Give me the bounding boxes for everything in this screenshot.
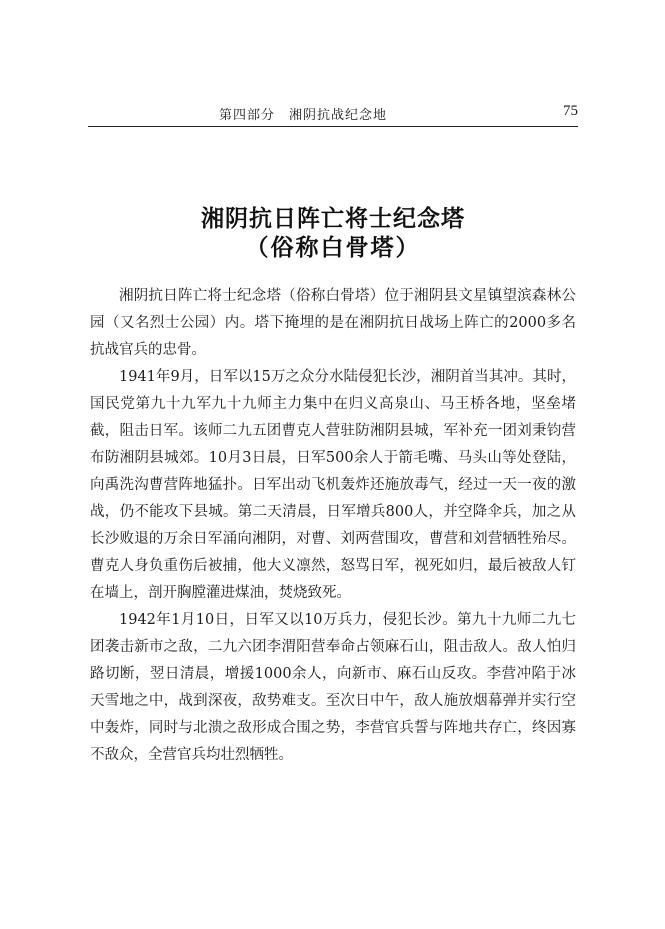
running-header [88,100,578,126]
paragraph-1941: 1941年9月，日军以15万之众分水陆侵犯长沙，湘阴首当其冲。其时，国民党第九十九军九十九师主力集中在归义高泉山、马王桥各地，坚垒堵截，阻击日军。该师二九五团曹克人营驻防湘阴县城，军补充一团刘秉钧营布防湘阴县城郊。10月3日晨，日军500余人于箭毛嘴、马头山等处登陆，向禹洗沟曹营阵地猛扑。日军出动飞机轰炸还施放毒气，经过一天一夜的激战，仍不能攻下县城。第二天清晨，日军增兵800人，并空降伞兵，加之从长沙败退的万余日军涌向湘阴，对曹、刘两营围攻，曹营和刘营牺牲殆尽。曹克人身负重伤后被捕，他大义凛然，怒骂日军，视死如归，最后被敌人钉在墙上，剖开胸膛灌进煤油，焚烧致死。 [90,369,576,601]
page-number: 75 [563,103,578,119]
article-title: 湘阴抗日阵亡将士纪念塔 [201,206,465,232]
section-heading: 第四部分 湘阴抗战纪念地 [218,108,387,123]
article-body [90,283,576,769]
article-subtitle: （俗称白骨塔） [245,235,421,261]
header-rule [88,126,578,127]
paragraph-intro: 湘阴抗日阵亡将士纪念塔（俗称白骨塔）位于湘阴县文星镇望滨森林公园（又名烈士公园）内。塔下掩埋的是在湘阴抗日战场上阵亡的2000多名抗战官兵的忠骨。 [90,288,576,358]
paragraph-1942: 1942年1月10日，日军又以10万兵力，侵犯长沙。第九十九师二九七团袭击新市之敌，二九六团李渭阳营奉命占领麻石山，阻击敌人。敌人怕归路切断，翌日清晨，增援1000余人，向新市、麻石山反攻。李营冲陷于冰天雪地之中，战到深夜，敌势难支。至次日中午，敌人施放烟幕弹并实行空中轰炸，同时与北溃之敌形成合围之势，李营官兵誓与阵地共存亡，终因寡不敌众，全营官兵均壮烈牺牲。 [90,612,576,763]
